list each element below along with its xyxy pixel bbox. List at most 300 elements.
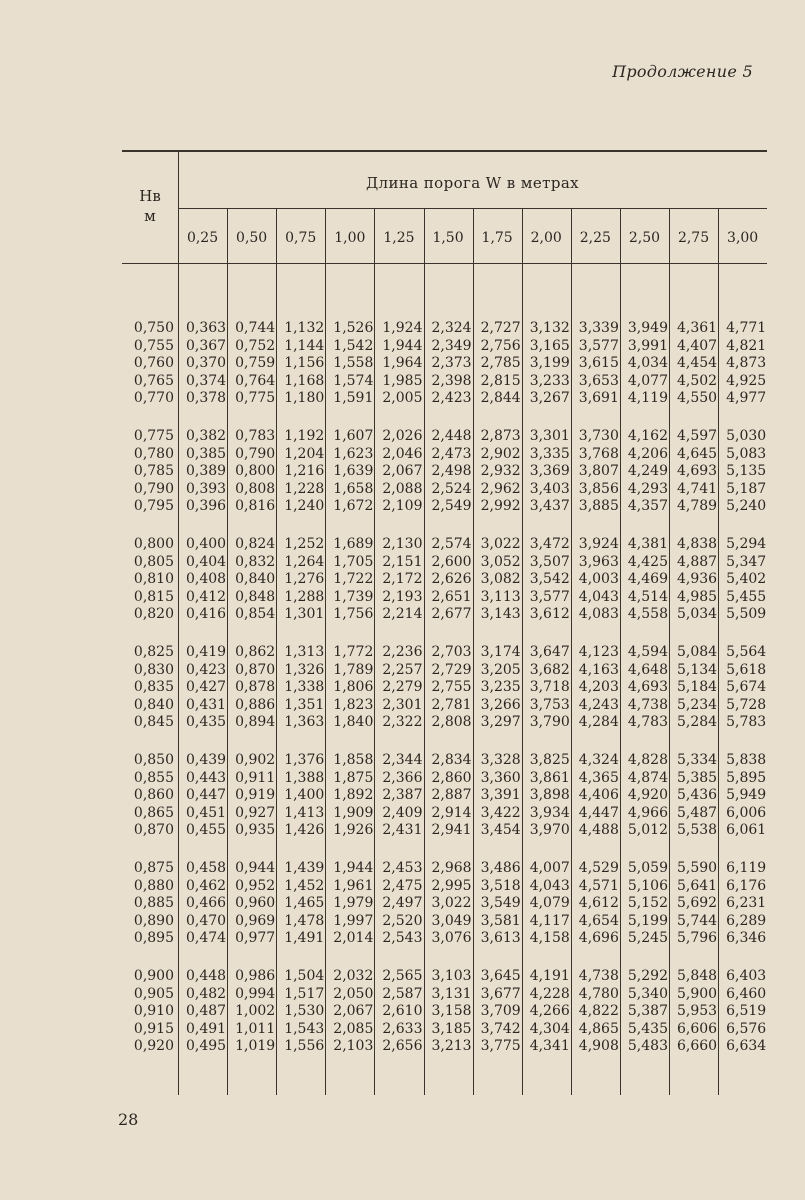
row-h-value: 0,840 bbox=[133, 696, 174, 713]
table-cell: 5,674 bbox=[726, 679, 767, 696]
row-h-value: 0,775 bbox=[133, 428, 174, 444]
table-cell: 3,861 bbox=[529, 769, 570, 786]
table-cell: 3,082 bbox=[480, 571, 521, 588]
table-cell: 3,577 bbox=[529, 588, 570, 605]
table-cell: 0,396 bbox=[186, 498, 227, 515]
table-cell: 2,032 bbox=[333, 968, 374, 984]
table-cell: 1,019 bbox=[235, 1038, 276, 1055]
table-cell: 4,293 bbox=[627, 480, 668, 497]
table-cell: 3,768 bbox=[578, 445, 619, 462]
table-cell: 4,738 bbox=[578, 968, 619, 984]
table-cell: 3,022 bbox=[480, 536, 521, 552]
table-cell: 0,370 bbox=[186, 355, 227, 372]
table-cell: 1,689 bbox=[333, 536, 374, 552]
table-cell: 2,755 bbox=[431, 679, 472, 696]
table-cell: 1,924 bbox=[382, 320, 423, 336]
table-cell: 4,648 bbox=[627, 661, 668, 678]
table-cell: 4,407 bbox=[677, 337, 718, 354]
table-cell: 0,764 bbox=[235, 372, 276, 389]
row-h-value: 0,785 bbox=[133, 463, 174, 480]
table-cell: 5,641 bbox=[677, 877, 718, 894]
row-h-value: 0,750 bbox=[133, 320, 174, 336]
table-cell: 1,961 bbox=[333, 877, 374, 894]
table-cell: 1,892 bbox=[333, 787, 374, 804]
table-cell: 0,894 bbox=[235, 714, 276, 731]
table-cell: 4,203 bbox=[578, 679, 619, 696]
table-cell: 1,156 bbox=[284, 355, 325, 372]
h-unit: м bbox=[144, 207, 156, 225]
table-cell: 3,615 bbox=[578, 355, 619, 372]
table-cell: 4,357 bbox=[627, 498, 668, 515]
row-h-value: 0,860 bbox=[133, 787, 174, 804]
table-cell: 2,610 bbox=[382, 1003, 423, 1020]
table-cell: 2,322 bbox=[382, 714, 423, 731]
table-cell: 0,759 bbox=[235, 355, 276, 372]
table-cell: 4,771 bbox=[726, 320, 767, 336]
table-cell: 6,061 bbox=[726, 822, 767, 839]
table-cell: 4,083 bbox=[578, 606, 619, 623]
table-cell: 5,347 bbox=[726, 553, 767, 570]
h-column-header bbox=[122, 186, 178, 226]
table-cell: 4,007 bbox=[529, 860, 570, 876]
table-cell: 4,469 bbox=[627, 571, 668, 588]
table-cell: 3,403 bbox=[529, 480, 570, 497]
table-cell: 0,482 bbox=[186, 985, 227, 1002]
table-cell: 2,497 bbox=[382, 895, 423, 912]
table-cell: 3,335 bbox=[529, 445, 570, 462]
table-cell: 4,447 bbox=[578, 804, 619, 821]
table-cell: 5,728 bbox=[726, 696, 767, 713]
table-cell: 4,789 bbox=[677, 498, 718, 515]
table-cell: 0,952 bbox=[235, 877, 276, 894]
table-cell: 0,744 bbox=[235, 320, 276, 336]
table-cell: 4,324 bbox=[578, 752, 619, 768]
table-cell: 1,806 bbox=[333, 679, 374, 696]
table-cell: 5,692 bbox=[677, 895, 718, 912]
table-cell: 0,462 bbox=[186, 877, 227, 894]
table-cell: 4,361 bbox=[677, 320, 718, 336]
row-h-value: 0,910 bbox=[133, 1003, 174, 1020]
table-cell: 2,574 bbox=[431, 536, 472, 552]
table-cell: 1,338 bbox=[284, 679, 325, 696]
table-cell: 2,651 bbox=[431, 588, 472, 605]
table-cell: 6,576 bbox=[726, 1020, 767, 1037]
table-cell: 3,339 bbox=[578, 320, 619, 336]
table-cell: 6,519 bbox=[726, 1003, 767, 1020]
table-cell: 4,558 bbox=[627, 606, 668, 623]
table-cell: 5,134 bbox=[677, 661, 718, 678]
table-cell: 3,885 bbox=[578, 498, 619, 515]
table-cell: 0,870 bbox=[235, 661, 276, 678]
table-cell: 4,783 bbox=[627, 714, 668, 731]
table-cell: 4,597 bbox=[677, 428, 718, 444]
table-cell: 2,005 bbox=[382, 390, 423, 407]
table-cell: 0,423 bbox=[186, 661, 227, 678]
row-h-value: 0,900 bbox=[133, 968, 174, 984]
row-h-value: 0,810 bbox=[133, 571, 174, 588]
table-cell: 1,400 bbox=[284, 787, 325, 804]
table-cell: 4,936 bbox=[677, 571, 718, 588]
table-cell: 2,373 bbox=[431, 355, 472, 372]
table-cell: 2,448 bbox=[431, 428, 472, 444]
column-header: 0,25 bbox=[186, 230, 219, 246]
table-cell: 3,718 bbox=[529, 679, 570, 696]
table-cell: 1,376 bbox=[284, 752, 325, 768]
table-cell: 4,822 bbox=[578, 1003, 619, 1020]
table-cell: 4,865 bbox=[578, 1020, 619, 1037]
table-cell: 5,509 bbox=[726, 606, 767, 623]
table-cell: 2,834 bbox=[431, 752, 472, 768]
table-cell: 0,775 bbox=[235, 390, 276, 407]
table-cell: 5,483 bbox=[627, 1038, 668, 1055]
row-h-value: 0,795 bbox=[133, 498, 174, 515]
table-cell: 2,498 bbox=[431, 463, 472, 480]
table-cell: 2,088 bbox=[382, 480, 423, 497]
table-cell: 3,653 bbox=[578, 372, 619, 389]
row-h-value: 0,870 bbox=[133, 822, 174, 839]
table-cell: 0,790 bbox=[235, 445, 276, 462]
table-cell: 2,587 bbox=[382, 985, 423, 1002]
row-h-value: 0,835 bbox=[133, 679, 174, 696]
table-cell: 1,722 bbox=[333, 571, 374, 588]
table-cell: 3,454 bbox=[480, 822, 521, 839]
table-cell: 3,856 bbox=[578, 480, 619, 497]
table-cell: 1,452 bbox=[284, 877, 325, 894]
row-h-value: 0,815 bbox=[133, 588, 174, 605]
table-cell: 2,431 bbox=[382, 822, 423, 839]
table-cell: 1,607 bbox=[333, 428, 374, 444]
table-cell: 4,780 bbox=[578, 985, 619, 1002]
column-divider bbox=[178, 152, 179, 1095]
table-cell: 2,366 bbox=[382, 769, 423, 786]
table-cell: 4,243 bbox=[578, 696, 619, 713]
table-cell: 3,233 bbox=[529, 372, 570, 389]
table-cell: 4,228 bbox=[529, 985, 570, 1002]
table-cell: 3,691 bbox=[578, 390, 619, 407]
table-cell: 5,152 bbox=[627, 895, 668, 912]
table-cell: 0,840 bbox=[235, 571, 276, 588]
table-cell: 4,821 bbox=[726, 337, 767, 354]
table-cell: 5,953 bbox=[677, 1003, 718, 1020]
table-cell: 3,647 bbox=[529, 644, 570, 660]
table-cell: 1,288 bbox=[284, 588, 325, 605]
table-cell: 4,920 bbox=[627, 787, 668, 804]
table-cell: 5,455 bbox=[726, 588, 767, 605]
table-cell: 5,135 bbox=[726, 463, 767, 480]
table-cell: 4,696 bbox=[578, 930, 619, 947]
table-cell: 3,577 bbox=[578, 337, 619, 354]
table-cell: 1,944 bbox=[333, 860, 374, 876]
table-cell: 1,530 bbox=[284, 1003, 325, 1020]
table-cell: 1,542 bbox=[333, 337, 374, 354]
table-cell: 1,840 bbox=[333, 714, 374, 731]
table-cell: 3,682 bbox=[529, 661, 570, 678]
row-h-value: 0,820 bbox=[133, 606, 174, 623]
table-cell: 2,085 bbox=[333, 1020, 374, 1037]
table-cell: 3,934 bbox=[529, 804, 570, 821]
table-cell: 3,486 bbox=[480, 860, 521, 876]
table-cell: 2,050 bbox=[333, 985, 374, 1002]
table-cell: 1,491 bbox=[284, 930, 325, 947]
row-h-value: 0,850 bbox=[133, 752, 174, 768]
table-cell: 4,162 bbox=[627, 428, 668, 444]
table-cell: 1,326 bbox=[284, 661, 325, 678]
table-cell: 0,408 bbox=[186, 571, 227, 588]
table-cell: 4,406 bbox=[578, 787, 619, 804]
table-cell: 0,466 bbox=[186, 895, 227, 912]
table-cell: 5,564 bbox=[726, 644, 767, 660]
table-cell: 3,645 bbox=[480, 968, 521, 984]
column-header: 1,50 bbox=[432, 230, 464, 246]
table-cell: 5,245 bbox=[627, 930, 668, 947]
table-cell: 0,994 bbox=[235, 985, 276, 1002]
table-cell: 0,455 bbox=[186, 822, 227, 839]
table-cell: 4,908 bbox=[578, 1038, 619, 1055]
table-cell: 2,995 bbox=[431, 877, 472, 894]
table-cell: 3,742 bbox=[480, 1020, 521, 1037]
table-cell: 1,504 bbox=[284, 968, 325, 984]
table-cell: 0,878 bbox=[235, 679, 276, 696]
table-cell: 3,677 bbox=[480, 985, 521, 1002]
table-cell: 2,236 bbox=[382, 644, 423, 660]
table-cell: 5,487 bbox=[677, 804, 718, 821]
table-cell: 2,941 bbox=[431, 822, 472, 839]
table-cell: 1,351 bbox=[284, 696, 325, 713]
table-cell: 1,944 bbox=[382, 337, 423, 354]
table-cell: 3,542 bbox=[529, 571, 570, 588]
table-cell: 0,389 bbox=[186, 463, 227, 480]
table-cell: 4,079 bbox=[529, 895, 570, 912]
table-cell: 0,419 bbox=[186, 644, 227, 660]
table-cell: 1,623 bbox=[333, 445, 374, 462]
table-cell: 3,991 bbox=[627, 337, 668, 354]
table-cell: 0,495 bbox=[186, 1038, 227, 1055]
table-cell: 2,785 bbox=[480, 355, 521, 372]
table-cell: 3,052 bbox=[480, 553, 521, 570]
table-cell: 0,854 bbox=[235, 606, 276, 623]
column-header: 0,75 bbox=[285, 230, 317, 246]
table-cell: 1,192 bbox=[284, 428, 325, 444]
table-cell: 5,059 bbox=[627, 860, 668, 876]
h-label: Hв bbox=[139, 187, 161, 205]
table-cell: 5,334 bbox=[677, 752, 718, 768]
table-cell: 0,816 bbox=[235, 498, 276, 515]
table-cell: 1,168 bbox=[284, 372, 325, 389]
row-h-value: 0,805 bbox=[133, 553, 174, 570]
table-cell: 6,403 bbox=[726, 968, 767, 984]
table-cell: 5,184 bbox=[677, 679, 718, 696]
table-cell: 4,425 bbox=[627, 553, 668, 570]
table-cell: 4,514 bbox=[627, 588, 668, 605]
table-cell: 0,800 bbox=[235, 463, 276, 480]
table-cell: 5,900 bbox=[677, 985, 718, 1002]
table-cell: 3,205 bbox=[480, 661, 521, 678]
table-top-rule bbox=[122, 150, 767, 152]
table-cell: 4,381 bbox=[627, 536, 668, 552]
table-cell: 3,213 bbox=[431, 1038, 472, 1055]
table-cell: 0,911 bbox=[235, 769, 276, 786]
table-cell: 2,860 bbox=[431, 769, 472, 786]
table-cell: 4,123 bbox=[578, 644, 619, 660]
table-cell: 0,862 bbox=[235, 644, 276, 660]
table-cell: 2,387 bbox=[382, 787, 423, 804]
table-cell: 3,022 bbox=[431, 895, 472, 912]
table-cell: 5,590 bbox=[677, 860, 718, 876]
table-cell: 0,451 bbox=[186, 804, 227, 821]
table-cell: 2,475 bbox=[382, 877, 423, 894]
table-cell: 4,550 bbox=[677, 390, 718, 407]
table-cell: 3,266 bbox=[480, 696, 521, 713]
table-cell: 4,488 bbox=[578, 822, 619, 839]
table-cell: 2,633 bbox=[382, 1020, 423, 1037]
table-cell: 0,935 bbox=[235, 822, 276, 839]
table-cell: 3,775 bbox=[480, 1038, 521, 1055]
table-cell: 3,360 bbox=[480, 769, 521, 786]
table-cell: 3,235 bbox=[480, 679, 521, 696]
table-cell: 5,294 bbox=[726, 536, 767, 552]
table-cell: 5,385 bbox=[677, 769, 718, 786]
table-cell: 3,199 bbox=[529, 355, 570, 372]
table-cell: 3,369 bbox=[529, 463, 570, 480]
table-cell: 2,423 bbox=[431, 390, 472, 407]
table-cell: 1,204 bbox=[284, 445, 325, 462]
column-header: 2,25 bbox=[579, 230, 611, 246]
table-cell: 4,529 bbox=[578, 860, 619, 876]
row-h-value: 0,770 bbox=[133, 390, 174, 407]
table-cell: 3,807 bbox=[578, 463, 619, 480]
table-cell: 0,412 bbox=[186, 588, 227, 605]
table-cell: 3,143 bbox=[480, 606, 521, 623]
table-cell: 3,613 bbox=[480, 930, 521, 947]
table-cell: 4,284 bbox=[578, 714, 619, 731]
table-cell: 5,402 bbox=[726, 571, 767, 588]
table-cell: 0,378 bbox=[186, 390, 227, 407]
table-cell: 3,472 bbox=[529, 536, 570, 552]
table-cell: 4,034 bbox=[627, 355, 668, 372]
table-cell: 5,187 bbox=[726, 480, 767, 497]
table-cell: 0,824 bbox=[235, 536, 276, 552]
table-cell: 5,030 bbox=[726, 428, 767, 444]
table-cell: 1,556 bbox=[284, 1038, 325, 1055]
table-cell: 6,289 bbox=[726, 912, 767, 929]
table-cell: 0,443 bbox=[186, 769, 227, 786]
table-cell: 2,520 bbox=[382, 912, 423, 929]
table-cell: 4,304 bbox=[529, 1020, 570, 1037]
table-cell: 3,612 bbox=[529, 606, 570, 623]
table-cell: 5,838 bbox=[726, 752, 767, 768]
table-cell: 2,130 bbox=[382, 536, 423, 552]
table-cell: 2,902 bbox=[480, 445, 521, 462]
table-cell: 1,216 bbox=[284, 463, 325, 480]
table-cell: 2,727 bbox=[480, 320, 521, 336]
table-cell: 3,437 bbox=[529, 498, 570, 515]
table-cell: 0,960 bbox=[235, 895, 276, 912]
table-cell: 4,163 bbox=[578, 661, 619, 678]
table-cell: 1,413 bbox=[284, 804, 325, 821]
table-cell: 4,612 bbox=[578, 895, 619, 912]
row-h-value: 0,830 bbox=[133, 661, 174, 678]
table-cell: 5,744 bbox=[677, 912, 718, 929]
row-h-value: 0,915 bbox=[133, 1020, 174, 1037]
table-cell: 2,151 bbox=[382, 553, 423, 570]
table-cell: 5,084 bbox=[677, 644, 718, 660]
table-cell: 2,344 bbox=[382, 752, 423, 768]
column-header: 2,50 bbox=[628, 230, 661, 246]
table-cell: 3,709 bbox=[480, 1003, 521, 1020]
table-cell: 1,478 bbox=[284, 912, 325, 929]
table-cell: 4,741 bbox=[677, 480, 718, 497]
table-cell: 0,752 bbox=[235, 337, 276, 354]
table-cell: 1,011 bbox=[235, 1020, 276, 1037]
table-cell: 0,374 bbox=[186, 372, 227, 389]
row-h-value: 0,780 bbox=[133, 445, 174, 462]
table-cell: 0,944 bbox=[235, 860, 276, 876]
table-cell: 2,046 bbox=[382, 445, 423, 462]
table-cell: 1,363 bbox=[284, 714, 325, 731]
table-cell: 3,158 bbox=[431, 1003, 472, 1020]
table-cell: 2,453 bbox=[382, 860, 423, 876]
table-cell: 1,558 bbox=[333, 355, 374, 372]
table-cell: 1,705 bbox=[333, 553, 374, 570]
table-cell: 0,416 bbox=[186, 606, 227, 623]
column-header: 0,50 bbox=[236, 230, 268, 246]
table-cell: 3,113 bbox=[480, 588, 521, 605]
row-h-value: 0,755 bbox=[133, 337, 174, 354]
table-cell: 4,925 bbox=[726, 372, 767, 389]
table-cell: 4,003 bbox=[578, 571, 619, 588]
table-cell: 0,431 bbox=[186, 696, 227, 713]
column-header: 3,00 bbox=[727, 230, 759, 246]
table-cell: 5,783 bbox=[726, 714, 767, 731]
table-cell: 0,382 bbox=[186, 428, 227, 444]
table-cell: 3,297 bbox=[480, 714, 521, 731]
continuation-label: Продолжение 5 bbox=[612, 62, 753, 81]
column-header: 2,00 bbox=[530, 230, 562, 246]
table-cell: 3,924 bbox=[578, 536, 619, 552]
table-cell: 4,158 bbox=[529, 930, 570, 947]
row-h-value: 0,905 bbox=[133, 985, 174, 1002]
table-cell: 1,144 bbox=[284, 337, 325, 354]
table-cell: 1,875 bbox=[333, 769, 374, 786]
table-cell: 0,435 bbox=[186, 714, 227, 731]
table-cell: 3,730 bbox=[578, 428, 619, 444]
table-cell: 5,106 bbox=[627, 877, 668, 894]
table-cell: 0,902 bbox=[235, 752, 276, 768]
table-cell: 1,180 bbox=[284, 390, 325, 407]
table-cell: 2,992 bbox=[480, 498, 521, 515]
table-cell: 0,404 bbox=[186, 553, 227, 570]
table-cell: 4,571 bbox=[578, 877, 619, 894]
table-cell: 1,228 bbox=[284, 480, 325, 497]
table-cell: 3,518 bbox=[480, 877, 521, 894]
table-cell: 1,240 bbox=[284, 498, 325, 515]
table-cell: 0,439 bbox=[186, 752, 227, 768]
table-cell: 2,968 bbox=[431, 860, 472, 876]
table-cell: 3,076 bbox=[431, 930, 472, 947]
table-cell: 2,808 bbox=[431, 714, 472, 731]
row-h-value: 0,760 bbox=[133, 355, 174, 372]
header-bottom-rule bbox=[122, 263, 767, 264]
table-cell: 5,538 bbox=[677, 822, 718, 839]
table-cell: 5,034 bbox=[677, 606, 718, 623]
table-cell: 4,206 bbox=[627, 445, 668, 462]
table-cell: 2,398 bbox=[431, 372, 472, 389]
table-cell: 2,677 bbox=[431, 606, 472, 623]
table-cell: 0,470 bbox=[186, 912, 227, 929]
table-cell: 3,422 bbox=[480, 804, 521, 821]
table-cell: 2,703 bbox=[431, 644, 472, 660]
table-cell: 4,873 bbox=[726, 355, 767, 372]
